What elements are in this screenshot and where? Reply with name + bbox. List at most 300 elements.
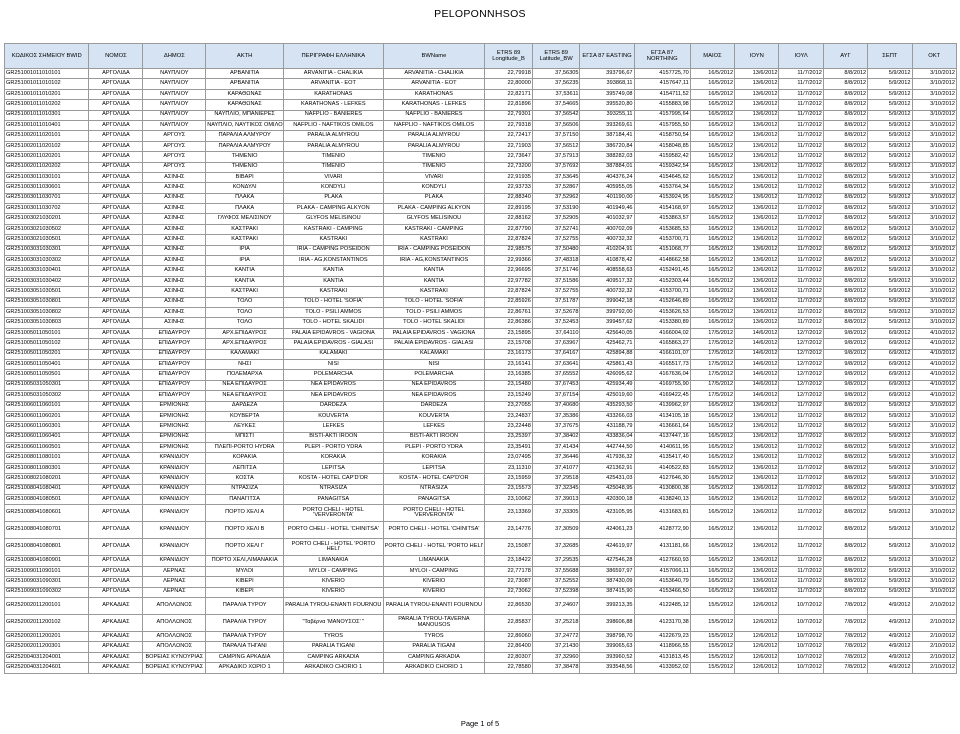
table-row	[5, 204, 957, 214]
table-cell: 11/7/2012	[779, 539, 823, 556]
table-cell: 5/9/2012	[868, 256, 912, 266]
table-cell: 11/7/2012	[779, 307, 823, 317]
table-cell: 3/10/2012	[912, 141, 956, 151]
table-row	[5, 89, 957, 99]
table-cell: 11/7/2012	[779, 474, 823, 484]
table-row	[5, 328, 957, 338]
table-cell: GR252002011200101	[5, 597, 89, 614]
table-cell: 37,51787	[532, 297, 580, 307]
table-cell: CAMPING ARKADIA	[383, 652, 485, 662]
table-cell: KASTRAKI	[383, 235, 485, 245]
table-cell: KANTIA	[284, 266, 384, 276]
table-cell: ΑΡΓΟΛΙΔΑ	[89, 328, 143, 338]
table-cell: 3/10/2012	[912, 453, 956, 463]
table-row	[5, 79, 957, 89]
table-cell: 37,56305	[532, 69, 580, 79]
table-cell: 424061,23	[580, 522, 634, 539]
table-cell: GR252004031204001	[5, 652, 89, 662]
page-title: PELOPONNHSOS	[434, 8, 526, 20]
table-cell: 435293,50	[580, 401, 634, 411]
table-row	[5, 597, 957, 614]
table-cell: 5/9/2012	[868, 505, 912, 522]
table-cell: 3/10/2012	[912, 401, 956, 411]
table-cell: 4140522,83	[634, 463, 690, 473]
table-cell: 5/9/2012	[868, 577, 912, 587]
table-cell: 11/7/2012	[779, 432, 823, 442]
table-cell: ΚΡΑΝΙΔΙΟΥ	[143, 484, 206, 494]
table-cell: BISTI-AKTI IROON	[383, 432, 485, 442]
table-cell: 22,88340	[485, 193, 533, 203]
table-cell: KANTIA	[383, 276, 485, 286]
table-cell: 37,30509	[532, 522, 580, 539]
table-row	[5, 505, 957, 522]
table-cell: 37,52755	[532, 287, 580, 297]
table-cell: 12/6/2012	[735, 597, 779, 614]
table-cell: GR252002011200301	[5, 642, 89, 652]
table-cell: NEA EPIDAVROS	[383, 391, 485, 401]
table-cell: 3/10/2012	[912, 505, 956, 522]
table-cell: ΚΡΑΝΙΔΙΟΥ	[143, 505, 206, 522]
table-cell: 5/9/2012	[868, 245, 912, 255]
table-cell: ΚΑΝΤΙΑ	[206, 266, 284, 276]
column-header: ΙΟΥΛ	[779, 44, 823, 69]
table-cell: GR251003031030401	[5, 266, 89, 276]
table-cell: 423105,95	[580, 505, 634, 522]
table-cell: 13/6/2012	[735, 193, 779, 203]
table-cell: 16/5/2012	[690, 89, 734, 99]
table-cell: 6/9/2012	[868, 370, 912, 380]
table-cell: KARATHONAS	[383, 89, 485, 99]
table-cell: 11/7/2012	[779, 162, 823, 172]
table-cell: 2/10/2012	[912, 652, 956, 662]
table-cell: 5/9/2012	[868, 276, 912, 286]
table-cell: 5/9/2012	[868, 162, 912, 172]
table-cell: 399457,62	[580, 318, 634, 328]
table-cell: 5/9/2012	[868, 484, 912, 494]
table-cell: 15/5/2012	[690, 663, 734, 673]
table-cell: ΕΠΙΔΑΥΡΟΥ	[143, 370, 206, 380]
table-cell: 8/8/2012	[823, 183, 867, 193]
table-cell: 5/9/2012	[868, 287, 912, 297]
table-cell: ΚΡΑΝΙΔΙΟΥ	[143, 495, 206, 505]
table-cell: ΑΡΓΟΛΙΔΑ	[89, 110, 143, 120]
table-cell: TOLO - HOTEL SKALIDI	[383, 318, 485, 328]
table-cell: 8/8/2012	[823, 422, 867, 432]
table-row	[5, 566, 957, 576]
table-cell: ΜΠΙΣΤΙ	[206, 432, 284, 442]
table-cell: 16/5/2012	[690, 587, 734, 597]
table-cell: 7/8/2012	[823, 614, 867, 631]
table-cell: 13/6/2012	[735, 287, 779, 297]
table-cell: 13/6/2012	[735, 89, 779, 99]
table-cell: 425894,88	[580, 349, 634, 359]
table-cell: ΛΕΡΝΑΣ	[143, 577, 206, 587]
table-cell: ΑΡΓΟΛΙΔΑ	[89, 266, 143, 276]
table-cell: 4152303,44	[634, 276, 690, 286]
table-cell: 11/7/2012	[779, 577, 823, 587]
table-cell: 4153626,53	[634, 307, 690, 317]
table-cell: KIVERIO	[284, 577, 384, 587]
table-cell: TOLO - HOTEL SKALIDI	[284, 318, 384, 328]
column-header: ETRS 89 Longitude_B	[485, 44, 533, 69]
table-cell: 9/8/2012	[823, 380, 867, 390]
table-cell: 4131683,81	[634, 505, 690, 522]
table-cell: 8/8/2012	[823, 539, 867, 556]
table-cell: 5/9/2012	[868, 89, 912, 99]
table-cell: ARVANITIA - EOT	[383, 79, 485, 89]
table-cell: 37,29535	[532, 556, 580, 566]
table-cell: ΑΡΓΟΛΙΔΑ	[89, 141, 143, 151]
table-cell: 37,64167	[532, 349, 580, 359]
table-cell: 3/10/2012	[912, 193, 956, 203]
table-cell: GR251002011020102	[5, 141, 89, 151]
table-cell: 9/8/2012	[823, 359, 867, 369]
table-cell: 13/6/2012	[735, 522, 779, 539]
table-cell: 12/7/2012	[779, 339, 823, 349]
table-cell: 13/6/2012	[735, 411, 779, 421]
table-cell: 4135417,40	[634, 453, 690, 463]
table-cell: 387430,09	[580, 577, 634, 587]
table-cell: 4157955,50	[634, 120, 690, 130]
table-cell: 410878,42	[580, 256, 634, 266]
table-cell: 387184,41	[580, 131, 634, 141]
table-cell: 14/6/2012	[735, 349, 779, 359]
table-cell: 5/9/2012	[868, 422, 912, 432]
table-cell: 395749,08	[580, 89, 634, 99]
table-cell: ΤΟΛΟ	[206, 307, 284, 317]
table-cell: 13/6/2012	[735, 495, 779, 505]
table-cell: 22,80307	[485, 652, 533, 662]
table-cell: 8/8/2012	[823, 453, 867, 463]
table-cell: 16/5/2012	[690, 522, 734, 539]
table-cell: ARVANITIA - CHALIKIA	[284, 69, 384, 79]
table-cell: ΕΠΙΔΑΥΡΟΥ	[143, 349, 206, 359]
table-row	[5, 495, 957, 505]
table-cell: PARALIA TIGANI	[383, 642, 485, 652]
table-cell: 16/5/2012	[690, 120, 734, 130]
table-cell: ΑΡΚΑΔΙΑΣ	[89, 642, 143, 652]
table-cell: 13/6/2012	[735, 110, 779, 120]
table-cell: PARALIA ALMYROU	[383, 141, 485, 151]
table-cell: 7/8/2012	[823, 663, 867, 673]
table-cell: 13/6/2012	[735, 505, 779, 522]
table-cell: 5/9/2012	[868, 443, 912, 453]
table-cell: 4/9/2012	[868, 614, 912, 631]
table-cell: 22,85837	[485, 614, 533, 631]
table-cell: 16/5/2012	[690, 297, 734, 307]
table-cell: 400732,32	[580, 287, 634, 297]
table-cell: 425431,03	[580, 474, 634, 484]
table-cell: 433836,04	[580, 432, 634, 442]
table-cell: ΚΑΛΑΜΑΚΙ	[206, 349, 284, 359]
column-header: ETRS 89 Latitude_BW	[532, 44, 580, 69]
table-cell: PALAIA EPIDAVROS - VAGIONA	[284, 328, 384, 338]
table-cell: 399792,00	[580, 307, 634, 317]
table-cell: 37,32345	[532, 484, 580, 494]
table-cell: KASTRAKI - CAMPING	[284, 224, 384, 234]
table-cell: 4157995,64	[634, 110, 690, 120]
table-cell: 15/5/2012	[690, 597, 734, 614]
table-cell: ΚΙΒΕΡΙ	[206, 577, 284, 587]
table-cell: 11/7/2012	[779, 204, 823, 214]
table-cell: 4159342,54	[634, 162, 690, 172]
table-cell: 37,57150	[532, 131, 580, 141]
table-cell: ΑΡΓΟΥΣ	[143, 152, 206, 162]
table-cell: 13/6/2012	[735, 432, 779, 442]
table-cell: GR251009031090301	[5, 577, 89, 587]
table-cell: 4118966,55	[634, 642, 690, 652]
table-cell: 23,15708	[485, 339, 533, 349]
table-cell: 421362,91	[580, 463, 634, 473]
table-cell: ΑΡΓΟΛΙΔΑ	[89, 193, 143, 203]
table-cell: GR251005011050501	[5, 370, 89, 380]
table-cell: KONDYLI	[284, 183, 384, 193]
table-cell: 5/9/2012	[868, 495, 912, 505]
table-cell: ΑΡΓΟΛΙΔΑ	[89, 100, 143, 110]
table-cell: 3/10/2012	[912, 131, 956, 141]
table-cell: KOSTA - HOTEL CAP'D'OR	[383, 474, 485, 484]
table-cell: 393796,67	[580, 69, 634, 79]
table-cell: GR251006011060401	[5, 432, 89, 442]
table-cell: 13/6/2012	[735, 539, 779, 556]
table-cell: ΠΟΡΤΟ ΧΕΛΙ Β	[206, 522, 284, 539]
table-cell: 16/5/2012	[690, 577, 734, 587]
table-cell: ΠΟΛΕΜΑΡΧΑ	[206, 370, 284, 380]
table-cell: 37,56506	[532, 120, 580, 130]
table-cell: TIMENIO	[383, 162, 485, 172]
table-cell: 8/8/2012	[823, 505, 867, 522]
table-cell: GR251001011010202	[5, 100, 89, 110]
table-cell: 10/7/2012	[779, 652, 823, 662]
table-cell: 399213,35	[580, 597, 634, 614]
table-cell: 13/6/2012	[735, 484, 779, 494]
table-cell: ΑΣΙΝΗΣ	[143, 276, 206, 286]
table-cell: 5/9/2012	[868, 204, 912, 214]
table-cell: 4154645,62	[634, 172, 690, 182]
table-cell: 5/9/2012	[868, 453, 912, 463]
table-cell: 23,15480	[485, 380, 533, 390]
table-cell: 37,67154	[532, 391, 580, 401]
table-cell: VIVARI	[284, 172, 384, 182]
table-cell: 11/7/2012	[779, 152, 823, 162]
table-cell: PANAGITSA	[284, 495, 384, 505]
table-cell: ΚΡΑΝΙΔΙΟΥ	[143, 556, 206, 566]
table-cell: ΑΡΧ.ΕΠΙΔΑΥΡΟΣ	[206, 339, 284, 349]
table-cell: 5/9/2012	[868, 463, 912, 473]
table-cell: ΑΡΓΟΛΙΔΑ	[89, 422, 143, 432]
table-cell: GR251003011030101	[5, 172, 89, 182]
table-cell: 37,50480	[532, 245, 580, 255]
table-cell: 4169422,45	[634, 391, 690, 401]
table-cell: 13/6/2012	[735, 131, 779, 141]
table-cell: ΑΡΓΟΛΙΔΑ	[89, 172, 143, 182]
page-footer: Page 1 of 5	[460, 719, 500, 728]
table-cell: 22,85926	[485, 297, 533, 307]
table-cell: 4154711,52	[634, 89, 690, 99]
table-cell: 37,52755	[532, 235, 580, 245]
table-row	[5, 131, 957, 141]
table-cell: 8/8/2012	[823, 69, 867, 79]
table-cell: 16/5/2012	[690, 495, 734, 505]
table-cell: 4158048,85	[634, 141, 690, 151]
table-cell: GR251006011060201	[5, 411, 89, 421]
table-cell: TOLO - HOTEL 'SOFIA'	[284, 297, 384, 307]
table-cell: 425019,60	[580, 391, 634, 401]
table-cell: 37,63967	[532, 339, 580, 349]
table-cell: 12/7/2012	[779, 391, 823, 401]
table-cell: 442744,50	[580, 443, 634, 453]
table-cell: TOLO - PSILI AMMOS	[284, 307, 384, 317]
table-cell: 8/8/2012	[823, 256, 867, 266]
table-cell: 3/10/2012	[912, 556, 956, 566]
table-cell: 4140611,95	[634, 443, 690, 453]
table-cell: 4/10/2012	[912, 391, 956, 401]
table-cell: 11/7/2012	[779, 287, 823, 297]
table-cell: ΠΑΡΑΛΙΑ ΤΗΓΑΝΙ	[206, 642, 284, 652]
table-cell: 23,16141	[485, 359, 533, 369]
table-cell: 4128772,90	[634, 522, 690, 539]
column-header: BWName	[383, 44, 485, 69]
table-cell: ΚΡΑΝΙΔΙΟΥ	[143, 522, 206, 539]
table-cell: GR251001011010201	[5, 89, 89, 99]
table-cell: CAMPING ΑΡΚΑΔΙΑ	[206, 652, 284, 662]
table-cell: 425640,05	[580, 328, 634, 338]
table-cell: 22,79301	[485, 110, 533, 120]
table-cell: 3/10/2012	[912, 245, 956, 255]
table-cell: KALAMAKI	[383, 349, 485, 359]
table-cell: ΑΠΟΛΛΩΝΟΣ	[143, 631, 206, 641]
table-cell: 409517,32	[580, 276, 634, 286]
table-cell: 23,25397	[485, 432, 533, 442]
table-cell: PARALIA TIGANI	[284, 642, 384, 652]
table-cell: 4153764,34	[634, 183, 690, 193]
table-cell: 4122679,23	[634, 631, 690, 641]
table-cell: 11/7/2012	[779, 69, 823, 79]
table-cell: KARATHONAS - LEFKES	[284, 100, 384, 110]
table-cell: 7/8/2012	[823, 652, 867, 662]
table-cell: ΑΡΚΑΔΙΑΣ	[89, 652, 143, 662]
table-cell: ΓΛΥΦΟΣ ΜΕΛΙΣΙΝΟΥ	[206, 214, 284, 224]
table-cell: PLEPI - PORTO YDRA	[284, 443, 384, 453]
table-cell: 37,52741	[532, 224, 580, 234]
table-cell: 9/8/2012	[823, 349, 867, 359]
table-cell: 13/6/2012	[735, 100, 779, 110]
table-cell: ΑΣΙΝΗΣ	[143, 318, 206, 328]
table-cell: 11/7/2012	[779, 556, 823, 566]
table-cell: 4158750,54	[634, 131, 690, 141]
table-row	[5, 556, 957, 566]
table-cell: 3/10/2012	[912, 318, 956, 328]
table-cell: KONDYLI	[383, 183, 485, 193]
table-cell: 16/5/2012	[690, 307, 734, 317]
table-cell: KASTRAKI	[284, 287, 384, 297]
table-cell: ΕΠΙΔΑΥΡΟΥ	[143, 339, 206, 349]
table-cell: PORTO CHELI - HOTEL 'VERVERONTA'	[284, 505, 384, 522]
table-cell: 11/7/2012	[779, 411, 823, 421]
table-cell: 399065,63	[580, 642, 634, 652]
table-cell: 9/8/2012	[823, 328, 867, 338]
table-cell: 37,51746	[532, 266, 580, 276]
table-cell: 5/9/2012	[868, 318, 912, 328]
table-cell: 3/10/2012	[912, 443, 956, 453]
table-cell: ΑΡΓΟΛΙΔΑ	[89, 339, 143, 349]
table-cell: 11/7/2012	[779, 256, 823, 266]
table-cell: PANAGITSA	[383, 495, 485, 505]
table-cell: ΑΡΓΟΛΙΔΑ	[89, 401, 143, 411]
table-cell: 11/7/2012	[779, 245, 823, 255]
table-cell: 13/6/2012	[735, 183, 779, 193]
table-cell: GR252002011200102	[5, 614, 89, 631]
table-cell: 16/5/2012	[690, 172, 734, 182]
table-cell: ΤΟΛΟ	[206, 297, 284, 307]
table-cell: ΑΣΙΝΗΣ	[143, 193, 206, 203]
table-cell: ΚΙΒΕΡΙ	[206, 587, 284, 597]
table-cell: 22,73200	[485, 162, 533, 172]
table-cell: 4133952,02	[634, 663, 690, 673]
table-cell: 4157647,11	[634, 79, 690, 89]
table-cell: "Ταβέρνα 'ΜΑΝΟΥΣΟΣ' "	[284, 614, 384, 631]
table-cell: 23,15959	[485, 474, 533, 484]
table-cell: 11/7/2012	[779, 495, 823, 505]
table-cell: 3/10/2012	[912, 587, 956, 597]
table-cell: 4/10/2012	[912, 380, 956, 390]
table-cell: 16/5/2012	[690, 69, 734, 79]
table-cell: ΝΑΥΠΛΙΟΥ	[143, 69, 206, 79]
table-cell: 15/5/2012	[690, 652, 734, 662]
table-cell: 3/10/2012	[912, 463, 956, 473]
table-cell: 22,93733	[485, 183, 533, 193]
table-cell: 37,67453	[532, 380, 580, 390]
table-cell: 37,53611	[532, 89, 580, 99]
table-cell: 11/7/2012	[779, 401, 823, 411]
table-cell: 37,56235	[532, 79, 580, 89]
table-cell: ΠΛΑΚΑ	[206, 204, 284, 214]
table-cell: ΒΙΒΑΡΙ	[206, 172, 284, 182]
table-cell: 3/10/2012	[912, 172, 956, 182]
table-cell: 11/7/2012	[779, 463, 823, 473]
table-cell: ΙΡΙΑ	[206, 245, 284, 255]
table-cell: ΑΡΓΟΛΙΔΑ	[89, 370, 143, 380]
table-cell: ARVANITIA - EOT	[284, 79, 384, 89]
table-cell: 11/7/2012	[779, 276, 823, 286]
table-cell: 4/9/2012	[868, 597, 912, 614]
table-cell: ΑΡΓΟΛΙΔΑ	[89, 224, 143, 234]
table-cell: 3/10/2012	[912, 79, 956, 89]
table-cell: 4154168,97	[634, 204, 690, 214]
table-cell: 16/5/2012	[690, 141, 734, 151]
table-cell: NEA EPIDAVROS	[383, 380, 485, 390]
table-cell: ΑΡΓΟΛΙΔΑ	[89, 120, 143, 130]
table-cell: 37,56512	[532, 141, 580, 151]
table-cell: GR251002011020202	[5, 162, 89, 172]
table-cell: 3/10/2012	[912, 522, 956, 539]
table-cell: 4157066,11	[634, 566, 690, 576]
table-cell: 37,53190	[532, 204, 580, 214]
table-cell: 16/5/2012	[690, 276, 734, 286]
table-cell: ΑΡΓΟΛΙΔΑ	[89, 318, 143, 328]
table-cell: GR251003051030803	[5, 318, 89, 328]
table-row	[5, 339, 957, 349]
table-cell: 8/8/2012	[823, 110, 867, 120]
table-cell: 3/10/2012	[912, 69, 956, 79]
table-cell: 11/7/2012	[779, 110, 823, 120]
table-cell: ΕΠΙΔΑΥΡΟΥ	[143, 391, 206, 401]
table-row	[5, 522, 957, 539]
table-cell: ΑΡΓΟΥΣ	[143, 131, 206, 141]
column-header: ΠΕΡΙΓΡΑΦΗ ΕΛΛΗΝΙΚΑ	[284, 44, 384, 69]
table-cell: 37,52867	[532, 183, 580, 193]
table-cell: ΕΠΙΔΑΥΡΟΥ	[143, 380, 206, 390]
